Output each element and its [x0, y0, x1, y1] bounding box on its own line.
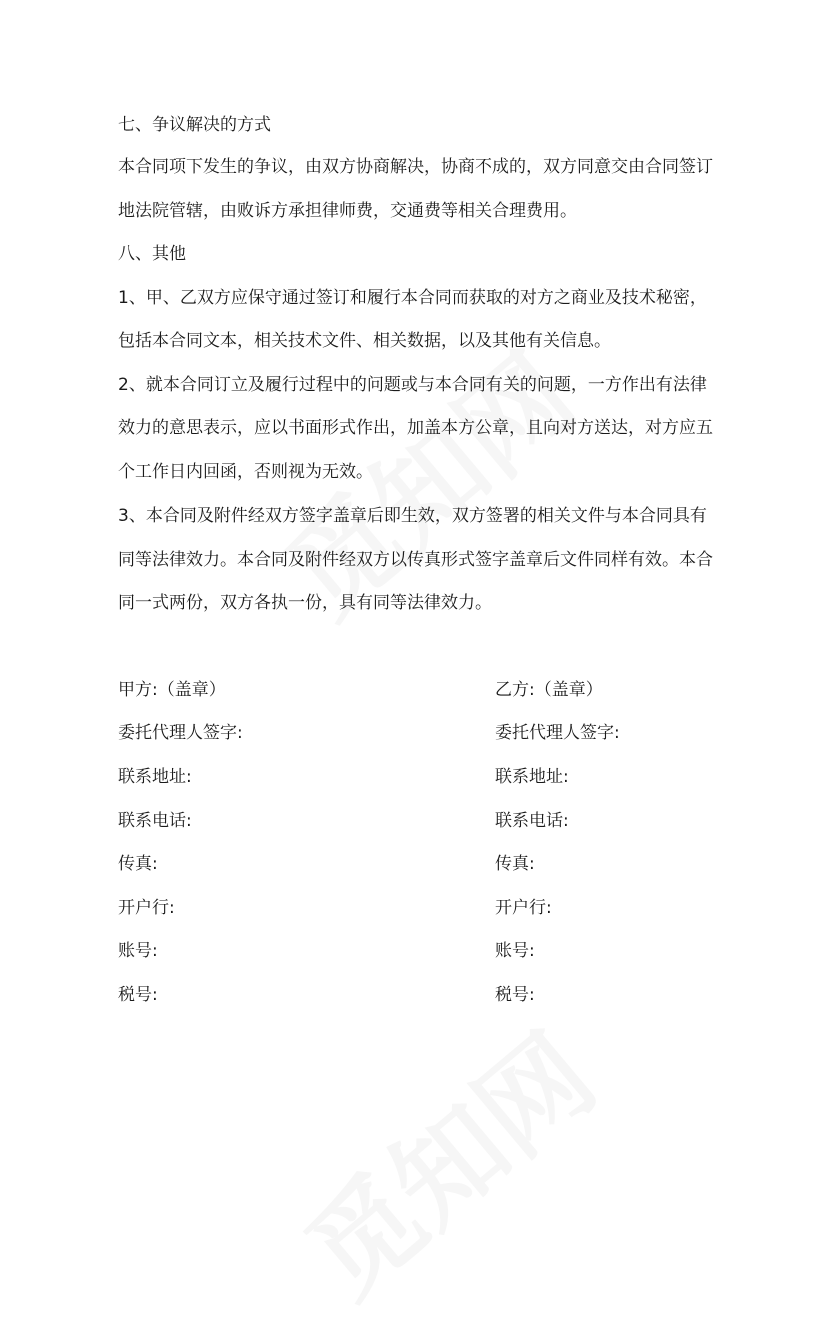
party-b-address: 联系地址: — [495, 767, 569, 787]
party-a-tax-id: 税号: — [118, 985, 158, 1005]
party-a-fax: 传真: — [118, 854, 158, 874]
party-b-fax: 传真: — [495, 854, 535, 874]
section7-line-1: 本合同项下发生的争议，由双方协商解决，协商不成的，双方同意交由合同签订 — [118, 157, 713, 177]
party-a-account: 账号: — [118, 941, 158, 961]
section8-item2-line-3: 个工作日内回函，否则视为无效。 — [118, 462, 373, 482]
section8-item1-line-1: 1、甲、乙双方应保守通过签订和履行本合同而获取的对方之商业及技术秘密， — [118, 288, 707, 308]
party-b-title: 乙方:（盖章） — [495, 680, 603, 700]
section8-item1-line-2: 包括本合同文本，相关技术文件、相关数据，以及其他有关信息。 — [118, 331, 611, 351]
party-b-agent: 委托代理人签字: — [495, 723, 620, 743]
party-a-title: 甲方:（盖章） — [118, 680, 226, 700]
party-b-tax-id: 税号: — [495, 985, 535, 1005]
section7-line-2: 地法院管辖，由败诉方承担律师费，交通费等相关合理费用。 — [118, 201, 577, 221]
party-a-bank: 开户行: — [118, 898, 175, 918]
party-a-agent: 委托代理人签字: — [118, 723, 243, 743]
party-a-address: 联系地址: — [118, 767, 192, 787]
section8-item3-line-1: 3、本合同及附件经双方签字盖章后即生效，双方签署的相关文件与本合同具有 — [118, 506, 707, 526]
party-b-bank: 开户行: — [495, 898, 552, 918]
section8-item2-line-2: 效力的意思表示，应以书面形式作出，加盖本方公章，且向对方送达，对方应五 — [118, 418, 713, 438]
party-a-phone: 联系电话: — [118, 811, 192, 831]
section7-heading: 七、争议解决的方式 — [118, 115, 271, 135]
watermark-bottom — [268, 992, 622, 1325]
section8-item2-line-1: 2、就本合同订立及履行过程中的问题或与本合同有关的问题，一方作出有法律 — [118, 375, 707, 395]
section8-item3-line-3: 同一式两份，双方各执一份，具有同等法律效力。 — [118, 593, 492, 613]
section8-item3-line-2: 同等法律效力。本合同及附件经双方以传真形式签字盖章后文件同样有效。本合 — [118, 550, 713, 570]
section8-heading: 八、其他 — [118, 244, 186, 264]
party-b-account: 账号: — [495, 941, 535, 961]
party-b-phone: 联系电话: — [495, 811, 569, 831]
